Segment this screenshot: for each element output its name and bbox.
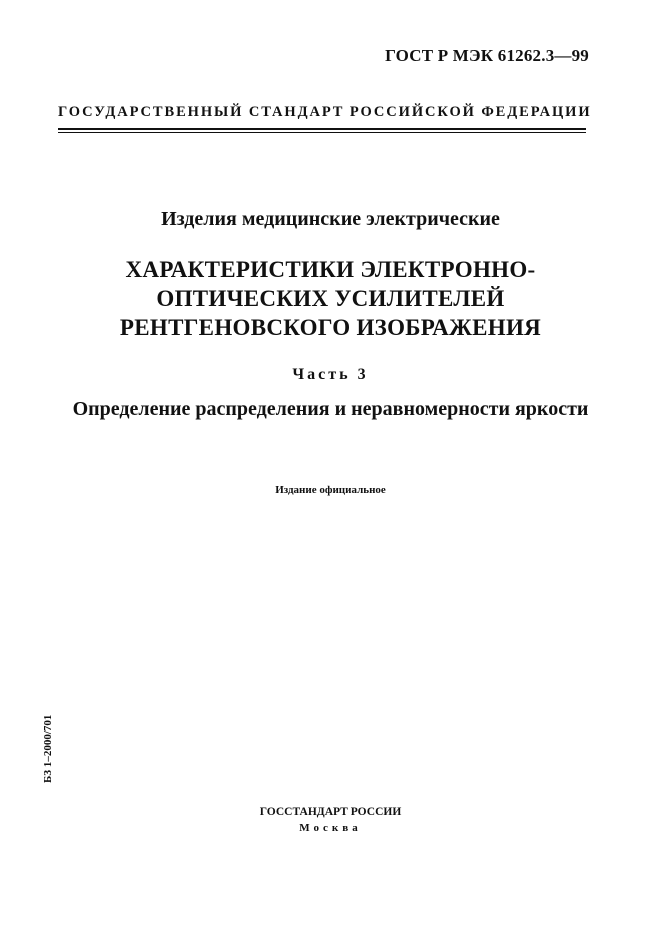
publisher-city: Москва xyxy=(299,822,362,834)
main-title-line-2: ОПТИЧЕСКИХ УСИЛИТЕЛЕЙ xyxy=(156,286,505,311)
product-category: Изделия медицинские электрические xyxy=(161,208,500,230)
state-standard-header: ГОСУДАРСТВЕННЫЙ СТАНДАРТ РОССИЙСКОЙ ФЕДЕРАЦИИ xyxy=(58,104,592,120)
side-code: БЗ 1–2000/701 xyxy=(42,714,54,783)
header-rule-thin xyxy=(58,132,586,133)
subtitle: Определение распределения и неравномерности яркости xyxy=(72,398,589,420)
standard-number: ГОСТ Р МЭК 61262.3—99 xyxy=(385,46,589,65)
header-rule-thick xyxy=(58,128,586,130)
part-label: Часть 3 xyxy=(292,366,369,383)
main-title-line-3: РЕНТГЕНОВСКОГО ИЗОБРАЖЕНИЯ xyxy=(119,315,542,340)
edition-label: Издание официальное xyxy=(275,484,386,496)
main-title xyxy=(0,255,661,342)
main-title-line-1: ХАРАКТЕРИСТИКИ ЭЛЕКТРОННО- xyxy=(125,257,536,282)
publisher: ГОССТАНДАРТ РОССИИ xyxy=(259,806,402,818)
